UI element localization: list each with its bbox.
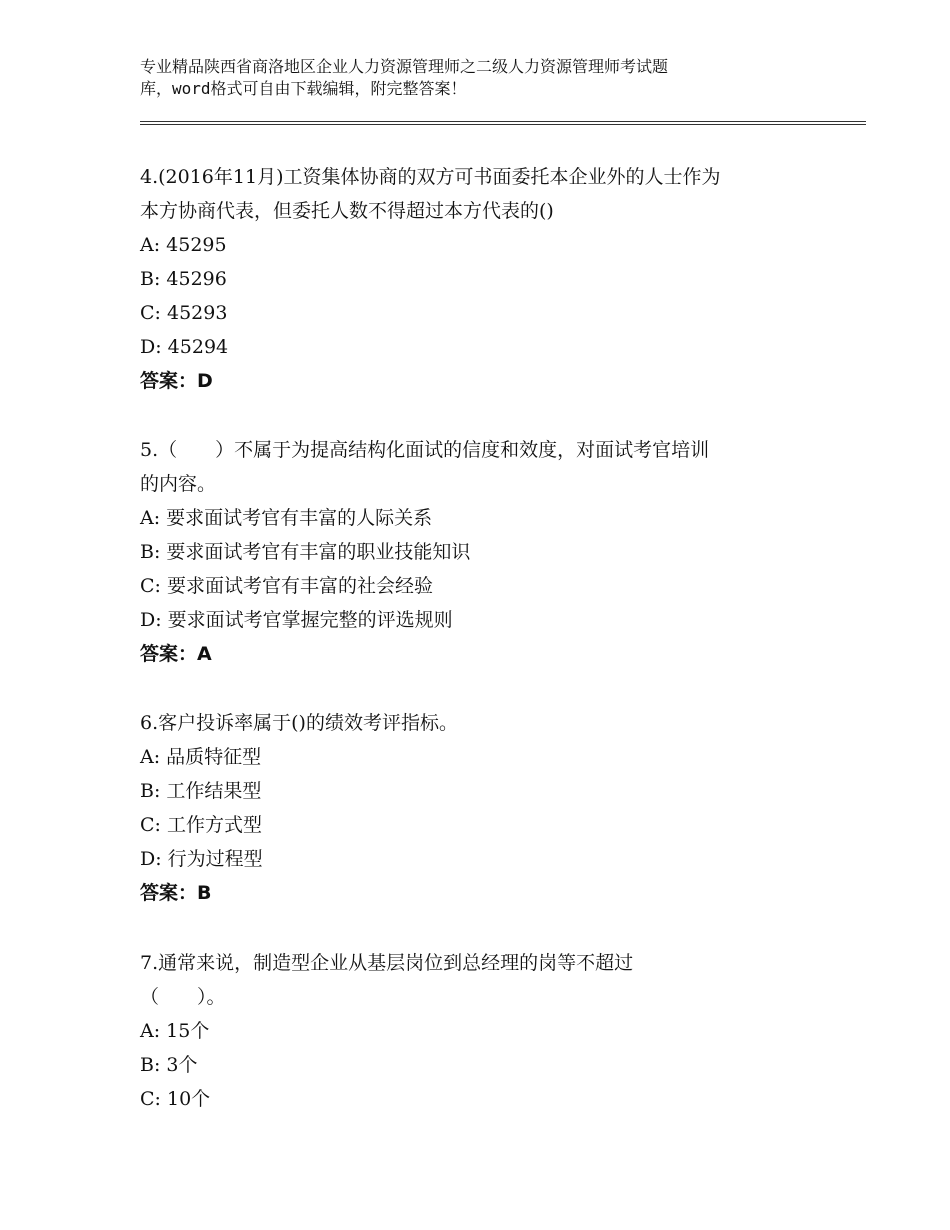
question-4 [140, 160, 840, 398]
answer-line: 答案：D [140, 370, 213, 392]
header-divider-bottom [140, 124, 866, 125]
question-6 [140, 706, 840, 910]
question-5 [140, 433, 840, 671]
option-a: A: 品质特征型 [140, 746, 262, 768]
question-stem-line: 5.（ ）不属于为提高结构化面试的信度和效度，对面试考官培训 [140, 439, 710, 461]
option-c: C: 10个 [140, 1088, 211, 1110]
option-b: B: 要求面试考官有丰富的职业技能知识 [140, 541, 471, 563]
option-b: B: 3个 [140, 1054, 198, 1076]
option-a: A: 要求面试考官有丰富的人际关系 [140, 507, 433, 529]
question-stem-line: 6.客户投诉率属于()的绩效考评指标。 [140, 712, 458, 734]
option-c: C: 45293 [140, 302, 228, 324]
answer-line: 答案：B [140, 882, 212, 904]
question-stem-line: 7.通常来说，制造型企业从基层岗位到总经理的岗等不超过 [140, 952, 634, 974]
option-c: C: 要求面试考官有丰富的社会经验 [140, 575, 433, 597]
option-d: D: 要求面试考官掌握完整的评选规则 [140, 609, 453, 631]
question-stem-line: 本方协商代表，但委托人数不得超过本方代表的() [140, 200, 554, 222]
question-stem-line: 的内容。 [140, 473, 217, 495]
header-title-line-2: 库，word格式可自由下载编辑，附完整答案！ [140, 79, 467, 98]
question-stem-line: 4.(2016年11月)工资集体协商的双方可书面委托本企业外的人士作为 [140, 166, 721, 188]
answer-line: 答案：A [140, 643, 212, 665]
option-b: B: 工作结果型 [140, 780, 262, 802]
header-divider-top [140, 121, 866, 122]
option-b: B: 45296 [140, 268, 227, 290]
option-d: D: 45294 [140, 336, 229, 358]
question-7 [140, 946, 840, 1116]
option-d: D: 行为过程型 [140, 848, 263, 870]
question-stem-line: （ ）。 [140, 986, 226, 1008]
document-header [140, 56, 820, 100]
option-a: A: 45295 [140, 234, 227, 256]
option-c: C: 工作方式型 [140, 814, 262, 836]
option-a: A: 15个 [140, 1020, 210, 1042]
header-title-line-1: 专业精品陕西省商洛地区企业人力资源管理师之二级人力资源管理师考试题 [140, 57, 669, 76]
